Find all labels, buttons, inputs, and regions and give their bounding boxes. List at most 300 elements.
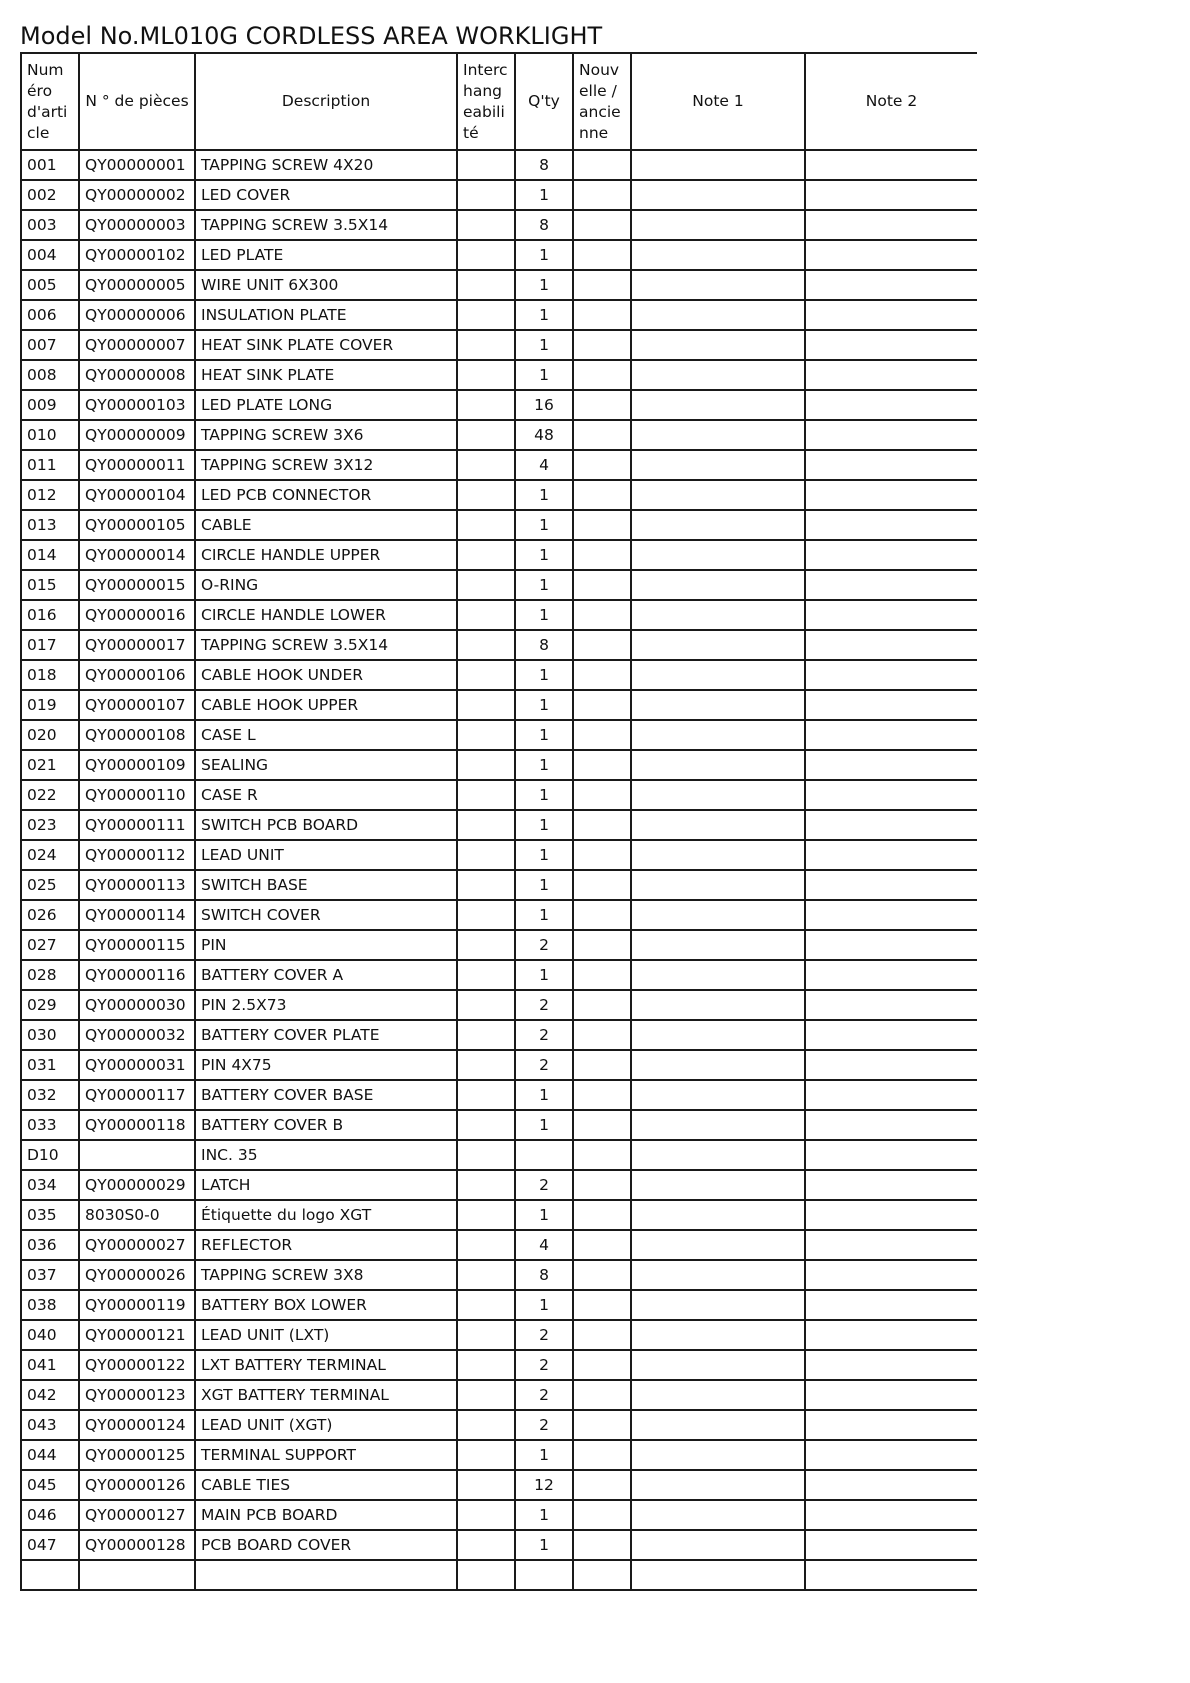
cell-new-old (573, 390, 631, 420)
cell-item-no: 012 (21, 480, 79, 510)
cell-qty: 2 (515, 1410, 573, 1440)
cell-item-no: 032 (21, 1080, 79, 1110)
cell-note-2 (805, 1560, 977, 1590)
cell-note-1 (631, 480, 805, 510)
cell-part-no: QY00000029 (79, 1170, 195, 1200)
table-row (21, 150, 977, 180)
cell-description: SWITCH BASE (195, 870, 457, 900)
cell-qty: 1 (515, 660, 573, 690)
header-new-old: Nouvelle / ancienne (573, 53, 631, 150)
table-row (21, 270, 977, 300)
cell-interchangeability (457, 720, 515, 750)
cell-item-no: 029 (21, 990, 79, 1020)
cell-part-no: QY00000108 (79, 720, 195, 750)
table-row (21, 1260, 977, 1290)
cell-part-no (79, 1140, 195, 1170)
table-row (21, 690, 977, 720)
cell-part-no: QY00000124 (79, 1410, 195, 1440)
cell-part-no: QY00000030 (79, 990, 195, 1020)
cell-interchangeability (457, 180, 515, 210)
cell-interchangeability (457, 420, 515, 450)
table-row (21, 870, 977, 900)
cell-interchangeability (457, 270, 515, 300)
cell-note-1 (631, 990, 805, 1020)
cell-note-2 (805, 1290, 977, 1320)
cell-part-no: QY00000031 (79, 1050, 195, 1080)
cell-note-2 (805, 810, 977, 840)
cell-item-no: 004 (21, 240, 79, 270)
cell-description: TAPPING SCREW 3X8 (195, 1260, 457, 1290)
cell-part-no (79, 1560, 195, 1590)
cell-interchangeability (457, 1050, 515, 1080)
cell-note-2 (805, 990, 977, 1020)
table-row (21, 1500, 977, 1530)
cell-part-no: QY00000032 (79, 1020, 195, 1050)
cell-new-old (573, 720, 631, 750)
table-row (21, 960, 977, 990)
cell-note-1 (631, 1020, 805, 1050)
cell-part-no: QY00000007 (79, 330, 195, 360)
cell-qty: 1 (515, 690, 573, 720)
cell-part-no: QY00000106 (79, 660, 195, 690)
table-row (21, 240, 977, 270)
table-row (21, 600, 977, 630)
cell-note-1 (631, 690, 805, 720)
cell-note-1 (631, 1290, 805, 1320)
cell-note-2 (805, 1050, 977, 1080)
cell-item-no: 031 (21, 1050, 79, 1080)
cell-part-no: QY00000115 (79, 930, 195, 960)
table-row (21, 540, 977, 570)
cell-part-no: QY00000026 (79, 1260, 195, 1290)
cell-new-old (573, 630, 631, 660)
cell-description: PIN 2.5X73 (195, 990, 457, 1020)
cell-qty: 1 (515, 1530, 573, 1560)
cell-qty: 1 (515, 360, 573, 390)
cell-interchangeability (457, 1200, 515, 1230)
cell-new-old (573, 300, 631, 330)
cell-description: MAIN PCB BOARD (195, 1500, 457, 1530)
table-row (21, 330, 977, 360)
header-item-no: Numéro d'article (21, 53, 79, 150)
header-note-1: Note 1 (631, 53, 805, 150)
cell-part-no: QY00000114 (79, 900, 195, 930)
cell-note-2 (805, 1440, 977, 1470)
cell-interchangeability (457, 450, 515, 480)
cell-interchangeability (457, 780, 515, 810)
cell-interchangeability (457, 540, 515, 570)
cell-qty: 1 (515, 180, 573, 210)
cell-qty: 1 (515, 870, 573, 900)
cell-description: LED PCB CONNECTOR (195, 480, 457, 510)
cell-note-1 (631, 930, 805, 960)
cell-new-old (573, 810, 631, 840)
cell-qty: 2 (515, 1350, 573, 1380)
header-interchangeability: Interchangeabilité (457, 53, 515, 150)
cell-note-2 (805, 900, 977, 930)
cell-new-old (573, 840, 631, 870)
cell-item-no: 015 (21, 570, 79, 600)
cell-note-2 (805, 1020, 977, 1050)
cell-qty: 2 (515, 990, 573, 1020)
cell-interchangeability (457, 300, 515, 330)
table-row (21, 1350, 977, 1380)
cell-new-old (573, 1080, 631, 1110)
cell-qty (515, 1560, 573, 1590)
cell-qty: 1 (515, 720, 573, 750)
cell-interchangeability (457, 1440, 515, 1470)
cell-new-old (573, 1230, 631, 1260)
cell-note-1 (631, 1470, 805, 1500)
table-row (21, 1320, 977, 1350)
cell-description: CABLE HOOK UNDER (195, 660, 457, 690)
cell-item-no: 025 (21, 870, 79, 900)
cell-note-1 (631, 300, 805, 330)
cell-qty: 1 (515, 300, 573, 330)
cell-item-no: 013 (21, 510, 79, 540)
table-row (21, 570, 977, 600)
cell-new-old (573, 1530, 631, 1560)
cell-part-no: 8030S0-0 (79, 1200, 195, 1230)
cell-new-old (573, 990, 631, 1020)
cell-interchangeability (457, 1320, 515, 1350)
cell-interchangeability (457, 1260, 515, 1290)
cell-part-no: QY00000125 (79, 1440, 195, 1470)
cell-note-1 (631, 780, 805, 810)
table-row (21, 900, 977, 930)
cell-description: HEAT SINK PLATE COVER (195, 330, 457, 360)
cell-note-1 (631, 840, 805, 870)
cell-note-1 (631, 1380, 805, 1410)
cell-note-2 (805, 1350, 977, 1380)
cell-description: PIN 4X75 (195, 1050, 457, 1080)
cell-description: PIN (195, 930, 457, 960)
cell-interchangeability (457, 1230, 515, 1260)
cell-note-2 (805, 570, 977, 600)
cell-interchangeability (457, 750, 515, 780)
cell-new-old (573, 1350, 631, 1380)
cell-part-no: QY00000002 (79, 180, 195, 210)
cell-new-old (573, 540, 631, 570)
cell-interchangeability (457, 1140, 515, 1170)
cell-new-old (573, 1320, 631, 1350)
parts-table-container (20, 52, 977, 1683)
cell-new-old (573, 750, 631, 780)
cell-interchangeability (457, 1350, 515, 1380)
cell-description: BATTERY COVER BASE (195, 1080, 457, 1110)
cell-item-no: 046 (21, 1500, 79, 1530)
cell-interchangeability (457, 1020, 515, 1050)
cell-note-2 (805, 450, 977, 480)
table-row (21, 480, 977, 510)
cell-interchangeability (457, 1170, 515, 1200)
cell-description: CASE L (195, 720, 457, 750)
cell-note-2 (805, 180, 977, 210)
table-row (21, 1200, 977, 1230)
cell-part-no: QY00000009 (79, 420, 195, 450)
cell-note-2 (805, 240, 977, 270)
cell-note-2 (805, 210, 977, 240)
cell-item-no: 035 (21, 1200, 79, 1230)
cell-qty: 1 (515, 960, 573, 990)
cell-item-no: 041 (21, 1350, 79, 1380)
cell-note-1 (631, 900, 805, 930)
cell-description: CABLE HOOK UPPER (195, 690, 457, 720)
cell-note-2 (805, 1260, 977, 1290)
table-body (21, 150, 977, 1590)
cell-note-1 (631, 420, 805, 450)
cell-part-no: QY00000119 (79, 1290, 195, 1320)
cell-new-old (573, 1110, 631, 1140)
cell-note-2 (805, 1140, 977, 1170)
table-row (21, 360, 977, 390)
cell-qty: 2 (515, 1050, 573, 1080)
cell-item-no: 036 (21, 1230, 79, 1260)
cell-item-no: 008 (21, 360, 79, 390)
cell-interchangeability (457, 930, 515, 960)
cell-note-1 (631, 960, 805, 990)
cell-note-1 (631, 1200, 805, 1230)
cell-note-1 (631, 660, 805, 690)
cell-item-no: 027 (21, 930, 79, 960)
cell-item-no: 018 (21, 660, 79, 690)
cell-part-no: QY00000001 (79, 150, 195, 180)
cell-item-no: 028 (21, 960, 79, 990)
cell-new-old (573, 240, 631, 270)
cell-description: LED PLATE LONG (195, 390, 457, 420)
cell-description: LEAD UNIT (XGT) (195, 1410, 457, 1440)
cell-new-old (573, 780, 631, 810)
cell-new-old (573, 1020, 631, 1050)
table-row (21, 300, 977, 330)
cell-new-old (573, 360, 631, 390)
table-row (21, 1470, 977, 1500)
cell-item-no: 007 (21, 330, 79, 360)
cell-note-2 (805, 150, 977, 180)
cell-description: TAPPING SCREW 3X6 (195, 420, 457, 450)
cell-description: XGT BATTERY TERMINAL (195, 1380, 457, 1410)
cell-new-old (573, 330, 631, 360)
cell-note-1 (631, 1170, 805, 1200)
table-row (21, 930, 977, 960)
cell-new-old (573, 1560, 631, 1590)
cell-qty: 1 (515, 1110, 573, 1140)
cell-description: CABLE (195, 510, 457, 540)
cell-note-2 (805, 960, 977, 990)
cell-description: WIRE UNIT 6X300 (195, 270, 457, 300)
cell-note-2 (805, 720, 977, 750)
cell-new-old (573, 600, 631, 630)
cell-note-1 (631, 630, 805, 660)
header-description: Description (195, 53, 457, 150)
cell-item-no: 044 (21, 1440, 79, 1470)
cell-new-old (573, 210, 631, 240)
cell-qty: 1 (515, 1080, 573, 1110)
table-row (21, 780, 977, 810)
cell-note-2 (805, 1320, 977, 1350)
cell-new-old (573, 1170, 631, 1200)
cell-part-no: QY00000003 (79, 210, 195, 240)
cell-item-no: 016 (21, 600, 79, 630)
cell-description: CABLE TIES (195, 1470, 457, 1500)
cell-part-no: QY00000112 (79, 840, 195, 870)
cell-note-1 (631, 1080, 805, 1110)
table-row (21, 390, 977, 420)
cell-item-no: 043 (21, 1410, 79, 1440)
cell-item-no: 005 (21, 270, 79, 300)
cell-note-1 (631, 180, 805, 210)
table-row (21, 1020, 977, 1050)
cell-note-2 (805, 1500, 977, 1530)
cell-note-2 (805, 480, 977, 510)
cell-qty: 12 (515, 1470, 573, 1500)
cell-note-2 (805, 1530, 977, 1560)
cell-new-old (573, 1050, 631, 1080)
cell-note-1 (631, 600, 805, 630)
cell-new-old (573, 270, 631, 300)
cell-note-1 (631, 150, 805, 180)
table-row (21, 1380, 977, 1410)
cell-note-1 (631, 270, 805, 300)
cell-description: PCB BOARD COVER (195, 1530, 457, 1560)
table-row (21, 750, 977, 780)
cell-part-no: QY00000109 (79, 750, 195, 780)
cell-qty: 1 (515, 810, 573, 840)
table-row (21, 420, 977, 450)
cell-part-no: QY00000104 (79, 480, 195, 510)
cell-qty: 1 (515, 570, 573, 600)
cell-description: BATTERY BOX LOWER (195, 1290, 457, 1320)
document-title: Model No.ML010G CORDLESS AREA WORKLIGHT (20, 22, 603, 50)
cell-interchangeability (457, 480, 515, 510)
cell-qty: 1 (515, 510, 573, 540)
table-row (21, 1290, 977, 1320)
table-row (21, 1140, 977, 1170)
cell-note-2 (805, 690, 977, 720)
cell-part-no: QY00000105 (79, 510, 195, 540)
header-qty: Q'ty (515, 53, 573, 150)
cell-description: BATTERY COVER A (195, 960, 457, 990)
cell-qty: 1 (515, 840, 573, 870)
cell-note-2 (805, 390, 977, 420)
cell-description: CIRCLE HANDLE LOWER (195, 600, 457, 630)
cell-part-no: QY00000116 (79, 960, 195, 990)
table-row (21, 1230, 977, 1260)
cell-note-2 (805, 420, 977, 450)
table-row (21, 180, 977, 210)
table-row (21, 1440, 977, 1470)
cell-interchangeability (457, 240, 515, 270)
cell-new-old (573, 1200, 631, 1230)
cell-new-old (573, 1500, 631, 1530)
cell-note-1 (631, 810, 805, 840)
cell-description: SWITCH COVER (195, 900, 457, 930)
table-row (21, 660, 977, 690)
cell-item-no: 030 (21, 1020, 79, 1050)
table-row (21, 1050, 977, 1080)
cell-interchangeability (457, 870, 515, 900)
cell-note-2 (805, 600, 977, 630)
cell-interchangeability (457, 210, 515, 240)
cell-item-no: 006 (21, 300, 79, 330)
cell-part-no: QY00000011 (79, 450, 195, 480)
cell-item-no: 009 (21, 390, 79, 420)
cell-description: TAPPING SCREW 3X12 (195, 450, 457, 480)
header-note-2: Note 2 (805, 53, 977, 150)
table-row (21, 1530, 977, 1560)
cell-interchangeability (457, 510, 515, 540)
table-row (21, 990, 977, 1020)
cell-note-1 (631, 330, 805, 360)
cell-interchangeability (457, 570, 515, 600)
cell-qty: 1 (515, 240, 573, 270)
cell-part-no: QY00000122 (79, 1350, 195, 1380)
cell-part-no: QY00000127 (79, 1500, 195, 1530)
cell-new-old (573, 1140, 631, 1170)
cell-description: REFLECTOR (195, 1230, 457, 1260)
table-row (21, 1110, 977, 1140)
cell-note-2 (805, 330, 977, 360)
cell-description: TAPPING SCREW 4X20 (195, 150, 457, 180)
cell-description: INSULATION PLATE (195, 300, 457, 330)
cell-new-old (573, 510, 631, 540)
cell-description: LED PLATE (195, 240, 457, 270)
cell-description: LATCH (195, 1170, 457, 1200)
cell-qty: 1 (515, 780, 573, 810)
cell-description: BATTERY COVER B (195, 1110, 457, 1140)
cell-note-2 (805, 780, 977, 810)
cell-new-old (573, 570, 631, 600)
cell-interchangeability (457, 360, 515, 390)
cell-note-2 (805, 1170, 977, 1200)
cell-note-1 (631, 1500, 805, 1530)
cell-item-no: 045 (21, 1470, 79, 1500)
cell-qty: 48 (515, 420, 573, 450)
cell-new-old (573, 930, 631, 960)
cell-note-1 (631, 1350, 805, 1380)
cell-item-no: D10 (21, 1140, 79, 1170)
cell-interchangeability (457, 900, 515, 930)
cell-part-no: QY00000128 (79, 1530, 195, 1560)
cell-note-1 (631, 450, 805, 480)
cell-new-old (573, 1470, 631, 1500)
cell-note-2 (805, 540, 977, 570)
cell-description: O-RING (195, 570, 457, 600)
cell-item-no: 023 (21, 810, 79, 840)
cell-item-no: 021 (21, 750, 79, 780)
cell-note-1 (631, 1230, 805, 1260)
cell-part-no: QY00000121 (79, 1320, 195, 1350)
cell-description: SWITCH PCB BOARD (195, 810, 457, 840)
cell-item-no: 011 (21, 450, 79, 480)
cell-qty: 1 (515, 750, 573, 780)
cell-item-no: 047 (21, 1530, 79, 1560)
cell-note-2 (805, 930, 977, 960)
cell-interchangeability (457, 1500, 515, 1530)
cell-description: TERMINAL SUPPORT (195, 1440, 457, 1470)
cell-item-no: 022 (21, 780, 79, 810)
table-row (21, 810, 977, 840)
cell-new-old (573, 870, 631, 900)
cell-new-old (573, 1260, 631, 1290)
cell-note-2 (805, 660, 977, 690)
cell-description: LED COVER (195, 180, 457, 210)
cell-part-no: QY00000015 (79, 570, 195, 600)
cell-part-no: QY00000111 (79, 810, 195, 840)
cell-qty: 1 (515, 1440, 573, 1470)
cell-new-old (573, 420, 631, 450)
cell-qty: 1 (515, 1500, 573, 1530)
